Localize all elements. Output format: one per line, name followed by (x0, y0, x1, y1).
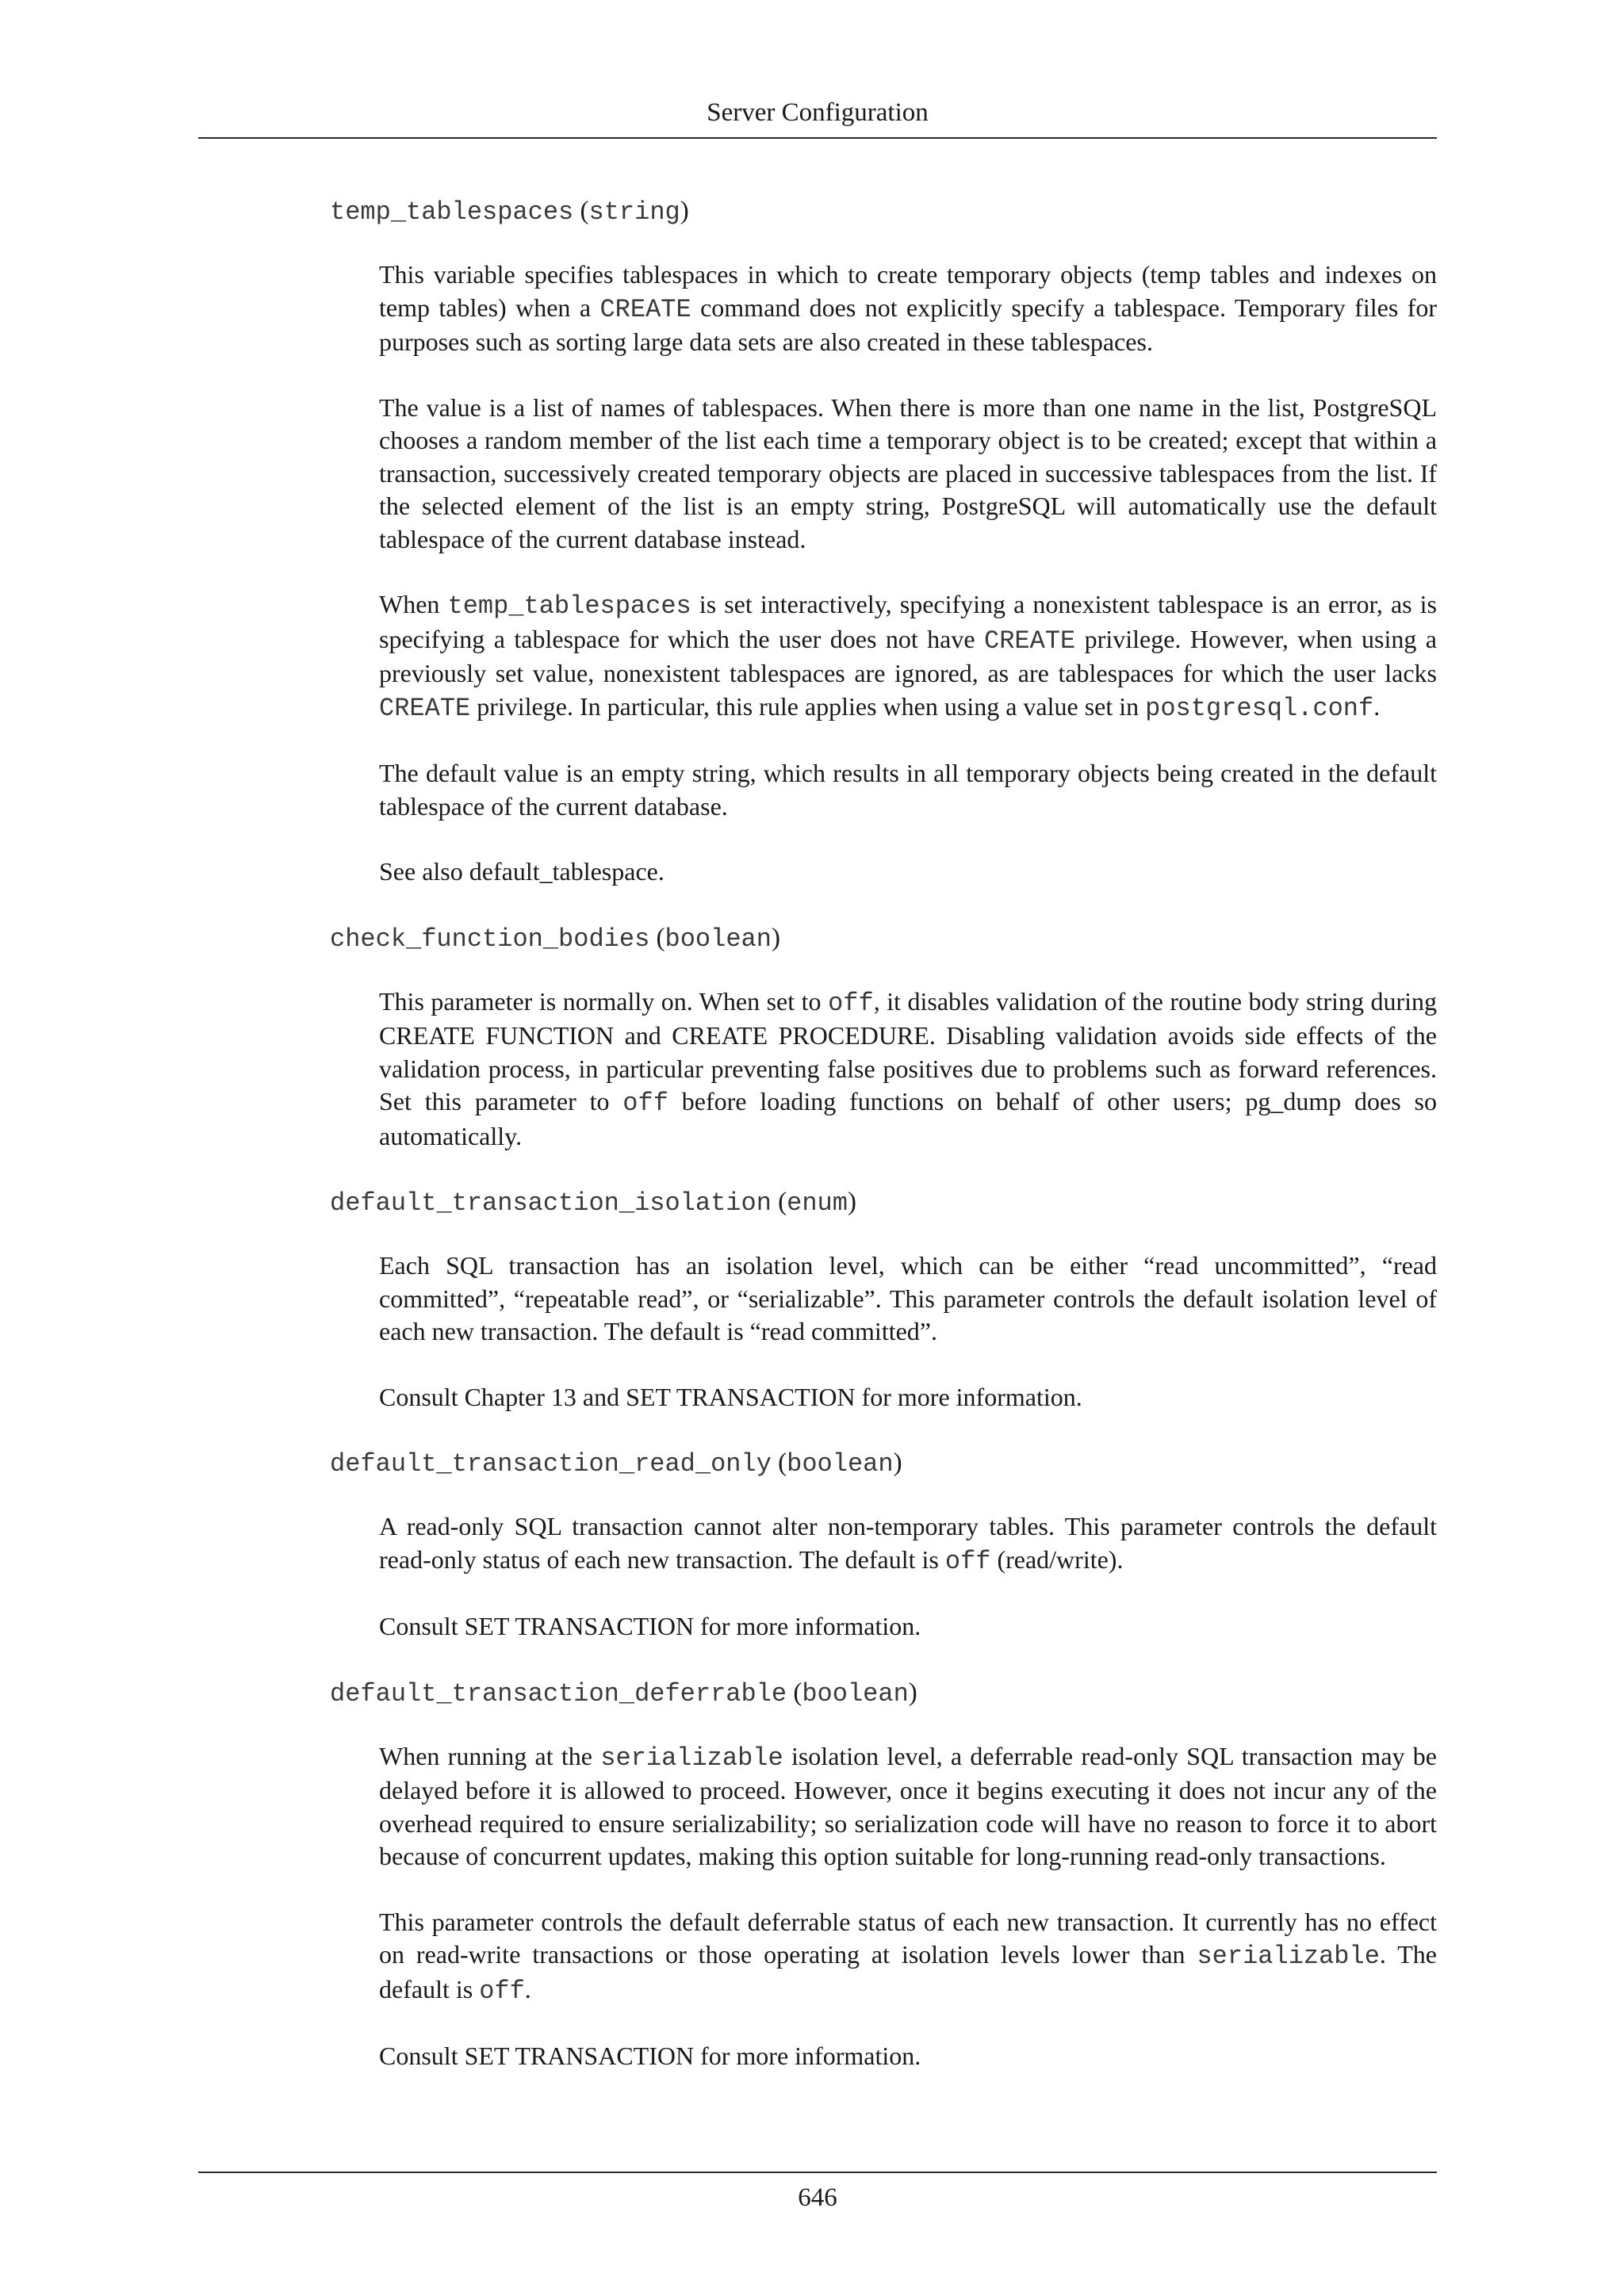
text-run: privilege. However, when using a previously set value, nonexistent tablespaces are ignored, as are tablespaces for which the user lacks (379, 624, 1437, 687)
header-rule (198, 137, 1437, 139)
text-run: (read/write). (990, 1544, 1124, 1574)
parameter-term: check_function_bodies (boolean) (330, 923, 780, 954)
text-run: The value is a list of names of tablespaces. When there is more than one name in the list, PostgreSQL chooses a random member of the list each time a temporary object is to be created; except that within a transaction, successively created temporary objects are placed in successive tablespaces from the list. If the selected element of the list is an empty string, PostgreSQL will automatically use the default tablespace of the current database instead. (379, 392, 1437, 553)
text-run: before loading functions on behalf of other users; pg_dump does so automatically. (379, 1087, 1437, 1150)
inline-code: off (479, 1976, 525, 2006)
inline-code: off (828, 988, 874, 1018)
description-paragraph (379, 1249, 1437, 1349)
text-run: . The default is (379, 1940, 1438, 2003)
inline-code: serializable (1197, 1942, 1380, 1971)
parameter-description (379, 985, 1437, 1154)
inline-code: temp_tablespaces (447, 591, 691, 621)
parameter-type: string (588, 197, 680, 227)
text-run: , it disables validation of the routine body string during CREATE FUNCTION and CREATE PROCEDURE. Disabling validation avoids side effects of the validation process, in particular preventing false positives due to problems such as forward references. Set this parameter to (379, 986, 1438, 1115)
parameter-description (379, 1249, 1437, 1414)
parameter-term: temp_tablespaces (string) (330, 197, 689, 227)
parameter-description (379, 258, 1437, 889)
text-run: See also default_tablespace. (379, 857, 665, 886)
inline-code: postgresql.conf (1145, 693, 1374, 723)
parameter-name: temp_tablespaces (330, 197, 574, 227)
text-run: privilege. In particular, this rule applies when using a value set in (470, 691, 1146, 721)
description-paragraph (379, 1610, 1437, 1644)
parameter-name: check_function_bodies (330, 924, 650, 954)
parameter-name: default_transaction_read_only (330, 1449, 772, 1479)
text-run: command does not explicitly specify a tablespace. Temporary files for purposes such as sorting large data sets are also created in these tablespaces. (379, 293, 1438, 356)
description-paragraph (379, 985, 1437, 1154)
description-paragraph (379, 1510, 1437, 1578)
parameter-description (379, 1510, 1437, 1644)
text-run: Each SQL transaction has an isolation level, which can be either “read uncommitted”, “read committed”, “repeatable read”, or “serializable”. This parameter controls the default isolation level of each new transaction. The default is “read committed”. (379, 1251, 1437, 1345)
page-number: 646 (798, 2183, 837, 2212)
parameter-description (379, 1740, 1437, 2073)
text-run: This parameter controls the default deferrable status of each new transaction. It currently has no effect on read-write transactions or those operating at isolation levels lower than (379, 1907, 1437, 1969)
text-run: Consult Chapter 13 and SET TRANSACTION for more information. (379, 1382, 1082, 1411)
text-run: isolation level, a deferrable read-only SQL transaction may be delayed before it is allowed to proceed. However, once it begins executing it does not incur any of the overhead required to ensure serializability; so serialization code will have no reason to force it to abort because of concurrent updates, making this option suitable for long-running read-only transactions. (379, 1741, 1438, 1870)
text-run: . (524, 1974, 531, 2003)
inline-code: off (944, 1546, 991, 1576)
inline-code: serializable (600, 1743, 783, 1773)
description-paragraph (379, 1740, 1437, 1873)
description-paragraph (379, 258, 1437, 359)
inline-code: CREATE (984, 626, 1076, 656)
parameter-type: enum (787, 1188, 848, 1218)
text-run: A read-only SQL transaction cannot alter non-temporary tables. This parameter controls the default read-only status of each new transaction. The default is (379, 1512, 1437, 1574)
description-paragraph (379, 757, 1437, 823)
text-run: Consult SET TRANSACTION for more information. (379, 1612, 921, 1640)
description-paragraph (379, 855, 1437, 889)
footer-rule (198, 2172, 1437, 2173)
text-run: This parameter is normally on. When set to (379, 986, 829, 1016)
parameter-type: boolean (802, 1678, 909, 1709)
description-paragraph (379, 1906, 1437, 2008)
text-run: . (1373, 691, 1381, 721)
text-run: Consult SET TRANSACTION for more information. (379, 2042, 921, 2070)
inline-code: off (622, 1089, 668, 1118)
description-paragraph (379, 1381, 1437, 1414)
parameter-term: default_transaction_read_only (boolean) (330, 1448, 902, 1479)
description-paragraph (379, 588, 1437, 725)
text-run: This variable specifies tablespaces in which to create temporary objects (temp tables and indexes on temp tables) when a (379, 260, 1437, 322)
description-paragraph (379, 2040, 1437, 2073)
parameter-term: default_transaction_deferrable (boolean) (330, 1678, 917, 1709)
text-run: When running at the (379, 1741, 601, 1770)
parameter-name: default_transaction_isolation (330, 1188, 772, 1218)
parameter-term: default_transaction_isolation (enum) (330, 1188, 856, 1218)
parameter-type: boolean (665, 924, 772, 954)
parameter-name: default_transaction_deferrable (330, 1678, 787, 1709)
inline-code: CREATE (379, 693, 471, 723)
description-paragraph (379, 392, 1437, 557)
running-header: Server Configuration (707, 98, 929, 127)
text-run: The default value is an empty string, which results in all temporary objects being created in the default tablespace of the current database. (379, 759, 1437, 821)
text-run: is set interactively, specifying a nonexistent tablespace is an error, as is specifying a tablespace for which the user does not have (379, 590, 1438, 653)
inline-code: CREATE (599, 294, 691, 324)
page-body (330, 193, 1437, 2105)
parameter-type: boolean (787, 1449, 894, 1479)
text-run: When (379, 590, 448, 618)
